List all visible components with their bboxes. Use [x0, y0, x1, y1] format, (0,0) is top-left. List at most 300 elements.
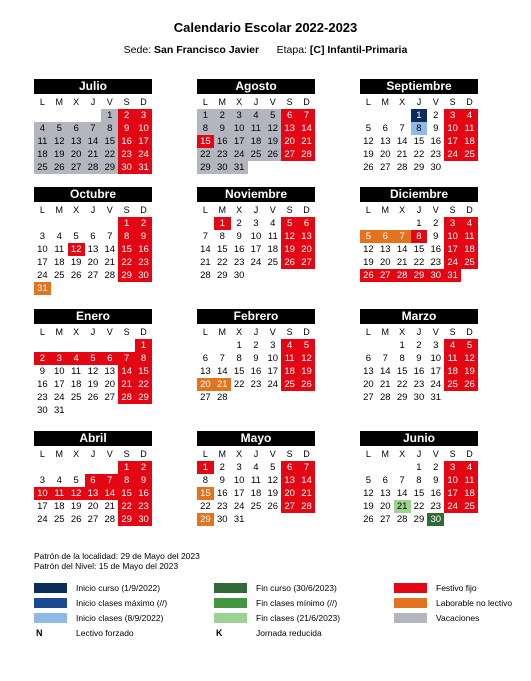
weekday-header: M [218, 205, 227, 215]
day-cell: 15 [118, 243, 135, 256]
weekday-header: S [123, 449, 130, 459]
day-cell: 10 [53, 366, 65, 377]
day-cell: 6 [202, 353, 209, 364]
day-cell: 6 [101, 352, 118, 365]
day-cell: 28 [216, 392, 228, 403]
day-cell: 20 [379, 257, 391, 268]
day-cell: 2 [433, 218, 439, 229]
day-cell: 22 [413, 501, 425, 512]
day-cell: 30 [413, 392, 425, 403]
day-cell: 29 [197, 513, 214, 526]
month-days-grid [197, 204, 315, 282]
day-cell: 22 [118, 500, 135, 513]
weekday-header: L [365, 327, 371, 337]
day-cell: 26 [461, 378, 478, 391]
day-cell: 6 [382, 123, 388, 134]
weekday-header: X [73, 97, 80, 107]
day-cell: 20 [68, 148, 85, 161]
day-cell: 6 [365, 353, 372, 364]
day-cell: 25 [461, 256, 478, 269]
day-cell: 24 [444, 500, 461, 513]
day-cell: 19 [51, 148, 68, 161]
day-cell: 24 [430, 379, 442, 390]
day-cell: 4 [248, 109, 265, 122]
day-cell: 15 [413, 136, 425, 147]
empty-cell [51, 339, 68, 352]
empty-cell [101, 339, 118, 352]
day-cell: 18 [461, 243, 478, 256]
day-cell: 6 [382, 475, 388, 486]
empty-cell [377, 461, 394, 474]
day-cell: 20 [197, 378, 214, 391]
day-cell: 25 [248, 148, 265, 161]
month-septiembre [360, 79, 478, 174]
day-cell: 5 [281, 217, 298, 230]
day-cell: 18 [461, 135, 478, 148]
day-cell: 27 [200, 392, 211, 403]
weekday-header: V [269, 97, 276, 107]
day-cell: 21 [298, 487, 315, 500]
day-cell: 5 [360, 230, 377, 243]
day-cell: 11 [461, 122, 478, 135]
day-cell: 8 [236, 353, 242, 364]
legend-letter: N [36, 628, 43, 638]
day-cell: 28 [396, 162, 408, 173]
day-cell: 15 [216, 244, 228, 255]
weekday-header: L [39, 205, 45, 215]
legend-label: Lectivo forzado [76, 628, 134, 638]
day-cell: 23 [135, 256, 152, 269]
day-cell: 21 [85, 148, 102, 161]
notes [34, 551, 200, 571]
day-cell: 13 [281, 122, 298, 135]
day-cell: 7 [394, 230, 411, 243]
day-cell: 6 [298, 217, 315, 230]
weekday-header: X [399, 97, 406, 107]
day-cell: 19 [70, 501, 82, 512]
day-cell: 8 [101, 122, 118, 135]
note-nivel: Patrón del Nivel: 15 de Mayo del 2023 [34, 561, 179, 571]
day-cell: 23 [430, 501, 442, 512]
day-cell: 28 [379, 392, 391, 403]
empty-cell [360, 217, 377, 230]
weekday-header: L [202, 97, 208, 107]
day-cell: 8 [197, 122, 214, 135]
weekday-header: D [303, 97, 310, 107]
month-title: Junio [360, 431, 478, 446]
day-cell: 21 [298, 135, 315, 148]
day-cell: 25 [444, 378, 461, 391]
month-noviembre [197, 187, 315, 282]
day-cell: 10 [267, 353, 279, 364]
day-cell: 20 [298, 243, 315, 256]
day-cell: 28 [118, 391, 135, 404]
month-title: Marzo [360, 309, 478, 324]
day-cell: 7 [399, 123, 405, 134]
day-cell: 23 [216, 501, 228, 512]
legend-label: Laborable no lectivo [436, 598, 513, 608]
empty-cell [68, 109, 85, 122]
weekday-header: J [253, 97, 259, 107]
day-cell: 14 [396, 244, 408, 255]
day-cell: 8 [135, 352, 152, 365]
day-cell: 5 [51, 122, 68, 135]
day-cell: 26 [70, 514, 82, 525]
day-cell: 1 [214, 217, 231, 230]
weekday-header: S [123, 205, 130, 215]
day-cell: 2 [416, 340, 422, 351]
day-cell: 25 [250, 501, 262, 512]
day-cell: 8 [416, 475, 422, 486]
day-cell: 3 [39, 475, 46, 486]
day-cell: 12 [363, 488, 374, 499]
day-cell: 21 [379, 379, 391, 390]
month-days-grid [197, 326, 315, 404]
day-cell: 3 [135, 109, 152, 122]
weekday-header: S [286, 97, 293, 107]
month-diciembre [360, 187, 478, 282]
day-cell: 24 [444, 256, 461, 269]
legend-label: Festivo fijo [436, 583, 477, 593]
weekday-header: J [253, 205, 259, 215]
day-cell: 2 [219, 462, 225, 473]
day-cell: 22 [413, 257, 425, 268]
day-cell: 30 [214, 161, 231, 174]
day-cell: 20 [379, 501, 391, 512]
weekday-header: J [253, 449, 259, 459]
day-cell: 20 [281, 487, 298, 500]
weekday-header: J [90, 449, 96, 459]
weekday-header: J [416, 97, 422, 107]
legend-swatch [394, 613, 427, 623]
weekday-header: S [449, 449, 456, 459]
day-cell: 1 [197, 461, 214, 474]
day-cell: 20 [87, 501, 99, 512]
weekday-header: M [55, 327, 64, 337]
empty-cell [51, 217, 68, 230]
day-cell: 12 [68, 243, 85, 256]
day-cell: 22 [118, 256, 135, 269]
day-cell: 9 [135, 230, 152, 243]
day-cell: 11 [34, 135, 51, 148]
day-cell: 18 [267, 244, 279, 255]
legend-label: Fin clases (21/6/2023) [256, 613, 341, 623]
day-cell: 19 [363, 149, 374, 160]
day-cell: 23 [250, 379, 262, 390]
weekday-header: M [218, 449, 227, 459]
page-subtitle [0, 44, 531, 56]
empty-cell [394, 217, 411, 230]
day-cell: 27 [298, 256, 315, 269]
weekday-header: M [381, 327, 390, 337]
day-cell: 3 [236, 462, 242, 473]
empty-cell [34, 339, 51, 352]
day-cell: 21 [394, 500, 411, 513]
day-cell: 17 [37, 501, 48, 512]
day-cell: 24 [37, 514, 48, 525]
day-cell: 10 [37, 244, 48, 255]
day-cell: 29 [411, 269, 428, 282]
month-days-grid [34, 96, 152, 174]
empty-cell [51, 461, 68, 474]
day-cell: 30 [427, 269, 444, 282]
day-cell: 10 [135, 122, 152, 135]
day-cell: 27 [87, 270, 99, 281]
day-cell: 28 [200, 270, 211, 281]
day-cell: 1 [416, 462, 422, 473]
day-cell: 31 [135, 161, 152, 174]
day-cell: 9 [214, 122, 231, 135]
day-cell: 19 [363, 257, 374, 268]
day-cell: 26 [363, 162, 374, 173]
day-cell: 8 [118, 474, 135, 487]
day-cell: 12 [267, 475, 279, 486]
day-cell: 20 [87, 257, 99, 268]
empty-cell [51, 109, 68, 122]
day-cell: 7 [107, 231, 113, 242]
day-cell: 30 [427, 513, 444, 526]
day-cell: 12 [363, 136, 374, 147]
day-cell: 7 [399, 475, 405, 486]
day-cell: 19 [70, 257, 82, 268]
day-cell: 14 [298, 122, 315, 135]
day-cell: 30 [37, 405, 48, 416]
empty-cell [68, 217, 85, 230]
day-cell: 6 [85, 474, 102, 487]
weekday-header: M [381, 97, 390, 107]
day-cell: 31 [231, 161, 248, 174]
day-cell: 27 [87, 514, 99, 525]
day-cell: 25 [53, 270, 65, 281]
day-cell: 6 [377, 230, 394, 243]
day-cell: 4 [461, 461, 478, 474]
day-cell: 16 [214, 135, 231, 148]
weekday-header: L [39, 449, 45, 459]
day-cell: 16 [430, 488, 442, 499]
day-cell: 12 [68, 487, 85, 500]
etapa-label: Etapa: [276, 44, 307, 56]
month-title: Abril [34, 431, 152, 446]
weekday-header: V [432, 97, 439, 107]
weekday-header: D [303, 449, 310, 459]
day-cell: 24 [53, 392, 65, 403]
day-cell: 22 [135, 378, 152, 391]
weekday-header: S [123, 97, 130, 107]
day-cell: 21 [200, 257, 211, 268]
day-cell: 26 [264, 148, 281, 161]
day-cell: 9 [39, 366, 46, 377]
weekday-header: X [73, 449, 80, 459]
day-cell: 26 [281, 256, 298, 269]
day-cell: 21 [396, 257, 408, 268]
legend-swatch [394, 583, 427, 593]
day-cell: 23 [430, 149, 442, 160]
empty-cell [197, 339, 214, 352]
day-cell: 10 [34, 487, 51, 500]
day-cell: 9 [416, 353, 422, 364]
day-cell: 4 [281, 339, 298, 352]
day-cell: 4 [461, 109, 478, 122]
day-cell: 4 [56, 231, 62, 242]
day-cell: 17 [444, 243, 461, 256]
day-cell: 7 [219, 353, 225, 364]
day-cell: 30 [135, 513, 152, 526]
day-cell: 4 [68, 352, 85, 365]
month-enero [34, 309, 152, 417]
day-cell: 22 [396, 379, 408, 390]
day-cell: 14 [379, 366, 391, 377]
day-cell: 20 [379, 149, 391, 160]
day-cell: 17 [444, 487, 461, 500]
day-cell: 27 [379, 162, 391, 173]
weekday-header: J [416, 327, 422, 337]
empty-cell [68, 461, 85, 474]
day-cell: 19 [298, 365, 315, 378]
weekday-header: X [236, 449, 243, 459]
day-cell: 28 [104, 270, 116, 281]
empty-cell [197, 217, 214, 230]
day-cell: 23 [233, 257, 245, 268]
weekday-header: X [399, 449, 406, 459]
weekday-header: L [365, 205, 371, 215]
day-cell: 7 [382, 353, 388, 364]
empty-cell [101, 217, 118, 230]
day-cell: 1 [135, 339, 152, 352]
day-cell: 24 [37, 270, 48, 281]
day-cell: 24 [267, 379, 279, 390]
legend-swatch [214, 613, 247, 623]
day-cell: 17 [135, 135, 152, 148]
weekday-header: L [365, 97, 371, 107]
weekday-header: X [73, 205, 80, 215]
day-cell: 31 [430, 392, 442, 403]
month-title: Julio [34, 79, 152, 94]
day-cell: 13 [363, 366, 374, 377]
month-junio [360, 431, 478, 526]
day-cell: 10 [444, 474, 461, 487]
weekday-header: M [218, 97, 227, 107]
weekday-header: V [432, 205, 439, 215]
day-cell: 5 [73, 231, 79, 242]
day-cell: 18 [70, 379, 82, 390]
day-cell: 13 [85, 487, 102, 500]
day-cell: 12 [51, 135, 68, 148]
empty-cell [394, 461, 411, 474]
day-cell: 29 [413, 162, 425, 173]
day-cell: 13 [68, 135, 85, 148]
month-title: Octubre [34, 187, 152, 202]
weekday-header: L [39, 327, 45, 337]
day-cell: 5 [298, 339, 315, 352]
day-cell: 7 [298, 109, 315, 122]
day-cell: 1 [118, 461, 135, 474]
day-cell: 3 [253, 218, 259, 229]
day-cell: 2 [118, 109, 135, 122]
month-days-grid [360, 96, 478, 174]
day-cell: 2 [433, 462, 439, 473]
weekday-header: J [90, 97, 96, 107]
month-days-grid [360, 448, 478, 526]
day-cell: 7 [202, 231, 209, 242]
empty-cell [360, 109, 377, 122]
day-cell: 9 [433, 475, 439, 486]
day-cell: 13 [104, 366, 116, 377]
empty-cell [360, 461, 377, 474]
month-days-grid [34, 204, 152, 295]
etapa-value: [C] Infantil-Primaria [309, 44, 408, 56]
note-localidad: Patrón de la localidad: 29 de Mayo del 2023 [34, 551, 200, 561]
day-cell: 13 [87, 244, 99, 255]
day-cell: 25 [267, 257, 279, 268]
day-cell: 19 [461, 365, 478, 378]
day-cell: 19 [267, 488, 279, 499]
day-cell: 2 [34, 352, 51, 365]
day-cell: 9 [236, 231, 242, 242]
day-cell: 17 [231, 135, 248, 148]
day-cell: 11 [461, 230, 478, 243]
legend-label: Inicio clases (8/9/2022) [76, 613, 164, 623]
empty-cell [118, 339, 135, 352]
day-cell: 3 [39, 231, 46, 242]
empty-cell [34, 217, 51, 230]
day-cell: 7 [101, 474, 118, 487]
day-cell: 20 [104, 379, 116, 390]
weekday-header: X [399, 327, 406, 337]
day-cell: 24 [444, 148, 461, 161]
day-cell: 16 [430, 244, 442, 255]
day-cell: 14 [85, 135, 102, 148]
day-cell: 28 [298, 148, 315, 161]
empty-cell [377, 339, 394, 352]
day-cell: 14 [104, 244, 116, 255]
legend-swatch [34, 613, 67, 623]
weekday-header: V [106, 205, 113, 215]
day-cell: 6 [281, 461, 298, 474]
weekday-header: X [236, 327, 243, 337]
day-cell: 15 [118, 487, 135, 500]
day-cell: 13 [281, 474, 298, 487]
day-cell: 11 [251, 475, 261, 486]
legend-label: Fin clases mínimo (//) [256, 598, 338, 608]
day-cell: 30 [118, 161, 135, 174]
day-cell: 11 [461, 474, 478, 487]
weekday-header: L [39, 97, 45, 107]
day-cell: 29 [118, 513, 135, 526]
weekday-header: X [236, 97, 243, 107]
day-cell: 10 [250, 231, 262, 242]
day-cell: 14 [118, 365, 135, 378]
day-cell: 12 [363, 244, 374, 255]
day-cell: 21 [104, 501, 116, 512]
weekday-header: V [432, 327, 439, 337]
day-cell: 31 [233, 514, 245, 525]
weekday-header: V [106, 97, 113, 107]
day-cell: 30 [135, 269, 152, 282]
day-cell: 23 [118, 148, 135, 161]
day-cell: 16 [216, 488, 228, 499]
day-cell: 4 [270, 218, 276, 229]
day-cell: 25 [34, 161, 51, 174]
day-cell: 16 [250, 366, 262, 377]
month-title: Diciembre [360, 187, 478, 202]
weekday-header: J [416, 205, 422, 215]
day-cell: 23 [135, 500, 152, 513]
month-title: Febrero [197, 309, 315, 324]
day-cell: 11 [267, 231, 278, 242]
day-cell: 18 [34, 148, 51, 161]
weekday-header: V [269, 205, 276, 215]
day-cell: 14 [298, 474, 315, 487]
